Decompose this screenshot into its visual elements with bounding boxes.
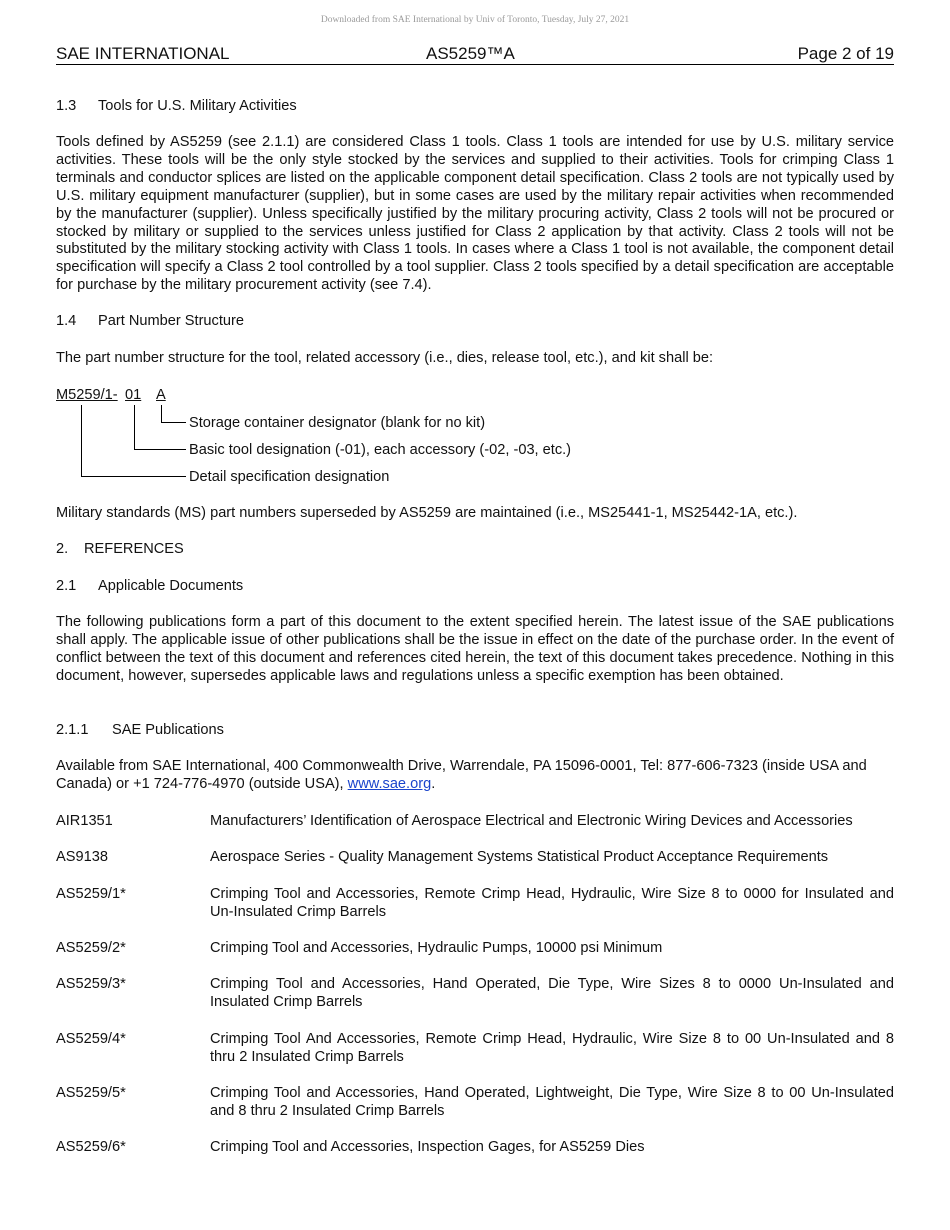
reference-item	[56, 1085, 894, 1121]
reference-code: AS5259/1*	[56, 886, 126, 902]
section-2-heading	[56, 541, 894, 559]
section-title: Part Number Structure	[98, 313, 244, 329]
leader-line-storage-v	[161, 405, 162, 422]
label-detail: Detail specification designation	[189, 469, 390, 485]
section-2-1-1-heading	[56, 722, 894, 740]
reference-code: AIR1351	[56, 813, 113, 829]
section-1-3-body: Tools defined by AS5259 (see 2.1.1) are considered Class 1 tools. Class 1 tools are intended for use by U.S. military service activities. These tools will be the only style stocked by the services and supplied to their activities. Tools for crimping Class 1 terminals and conductor splices are listed on the applicable component detail specification. Class 2 tools are not typically used by U.S. military equipment manufacturer (supplier), but in some cases are used by the military repair activities when recommended by the manufacturer (supplier). Unless specifically justified by the military procuring activity, Class 2 tools will not be procured or stocked by military or supplied to the services unless justified for Class 2 application by that activity. Class 2 tools will not be substituted by the military stocking activity with Class 1 tools. In cases where a Class 1 tool is not available, the component detail specification will specify a Class 2 tool controlled by a tool supplier. Class 2 tools specified by a detail specification are acceptable for purchase by the military procurement activity (see 7.4).	[56, 134, 894, 294]
header-doc-id: AS5259™A	[426, 44, 515, 63]
section-title: Tools for U.S. Military Activities	[98, 98, 297, 114]
reference-item	[56, 976, 894, 1012]
section-2-1-body: The following publications form a part of this document to the extent specified herein. The latest issue of the SAE publications shall apply. The applicable issue of other publications shall be the issue in effect on the date of the purchase order. In the event of conflict between the text of this document and references cited herein, the text of this document takes precedence. Nothing in this document, however, supersedes applicable laws and regulations unless a specific exemption has been obtained.	[56, 614, 894, 684]
section-1-3-heading	[56, 98, 894, 116]
reference-item	[56, 1139, 894, 1157]
reference-title: Manufacturers’ Identification of Aerospace Electrical and Electronic Wiring Devices and Accessories	[210, 813, 853, 829]
label-storage: Storage container designator (blank for no kit)	[189, 415, 486, 431]
reference-title: Crimping Tool and Accessories, Hand Operated, Die Type, Wire Sizes 8 to 0000 Un-Insulated and Insulated Crimp Barrels	[210, 976, 894, 1010]
part-number-intro: The part number structure for the tool, related accessory (i.e., dies, release tool, etc.), and kit shall be:	[56, 350, 714, 366]
reference-title: Aerospace Series - Quality Management Systems Statistical Product Acceptance Requirements	[210, 849, 829, 865]
download-watermark: Downloaded from SAE International by Univ of Toronto, Tuesday, July 27, 2021	[320, 15, 630, 25]
section-1-4-heading	[56, 313, 894, 331]
reference-item	[56, 940, 894, 958]
reference-code: AS5259/2*	[56, 940, 126, 956]
reference-item	[56, 1031, 894, 1067]
reference-code: AS5259/4*	[56, 1031, 126, 1047]
section-number: 2.1	[56, 578, 77, 594]
leader-line-basic-h	[134, 449, 186, 450]
reference-item	[56, 886, 894, 922]
section-2-1-1-body	[56, 758, 894, 794]
header-page-number: Page 2 of 19	[797, 44, 894, 63]
section-2-1-heading	[56, 578, 894, 596]
sae-address-text: Available from SAE International, 400 Commonwealth Drive, Warrendale, PA 15096-0001, Tel: 877-606-7323 (inside USA and Canada) or +1 724-776-4970 (outside USA),	[56, 758, 867, 792]
leader-line-detail-v	[81, 405, 82, 476]
reference-title: Crimping Tool and Accessories, Hand Operated, Lightweight, Die Type, Wire Size 8 to 00 Un-Insulated and 8 thru 2 Insulated Crimp Barrels	[210, 1085, 894, 1119]
sae-address-end: .	[431, 775, 436, 792]
leader-line-basic-v	[134, 405, 135, 449]
header-org: SAE INTERNATIONAL	[56, 44, 230, 63]
section-number: 1.4	[56, 313, 77, 329]
section-title: SAE Publications	[112, 722, 224, 738]
reference-code: AS5259/6*	[56, 1139, 126, 1155]
reference-item	[56, 813, 894, 831]
section-number: 2.1.1	[56, 722, 89, 738]
reference-title: Crimping Tool and Accessories, Inspection Gages, for AS5259 Dies	[210, 1139, 645, 1155]
reference-title: Crimping Tool and Accessories, Remote Crimp Head, Hydraulic, Wire Size 8 to 0000 for Insulated and Un-Insulated Crimp Barrels	[210, 886, 894, 920]
leader-line-storage-h	[161, 422, 186, 423]
section-title: REFERENCES	[84, 541, 184, 557]
reference-code: AS5259/3*	[56, 976, 126, 992]
leader-line-detail-h	[81, 476, 186, 477]
pn-suffix: A	[156, 387, 166, 403]
section-number: 1.3	[56, 98, 77, 114]
reference-code: AS9138	[56, 849, 108, 865]
reference-title: Crimping Tool and Accessories, Hydraulic Pumps, 10000 psi Minimum	[210, 940, 663, 956]
section-number: 2.	[56, 541, 69, 557]
sae-website-link[interactable]: www.sae.org	[347, 775, 432, 792]
section-title: Applicable Documents	[98, 578, 244, 594]
ms-note: Military standards (MS) part numbers superseded by AS5259 are maintained (i.e., MS25441-1, MS25442-1A, etc.).	[56, 505, 798, 521]
pn-base: M5259/1-	[56, 387, 118, 403]
reference-code: AS5259/5*	[56, 1085, 126, 1101]
reference-title: Crimping Tool And Accessories, Remote Crimp Head, Hydraulic, Wire Size 8 to 00 Un-Insulated and 8 thru 2 Insulated Crimp Barrels	[210, 1031, 894, 1065]
reference-item	[56, 849, 894, 867]
pn-dash-number: 01	[125, 387, 142, 403]
label-basic: Basic tool designation (-01), each accessory (-02, -03, etc.)	[189, 442, 572, 458]
page-header	[56, 44, 894, 65]
